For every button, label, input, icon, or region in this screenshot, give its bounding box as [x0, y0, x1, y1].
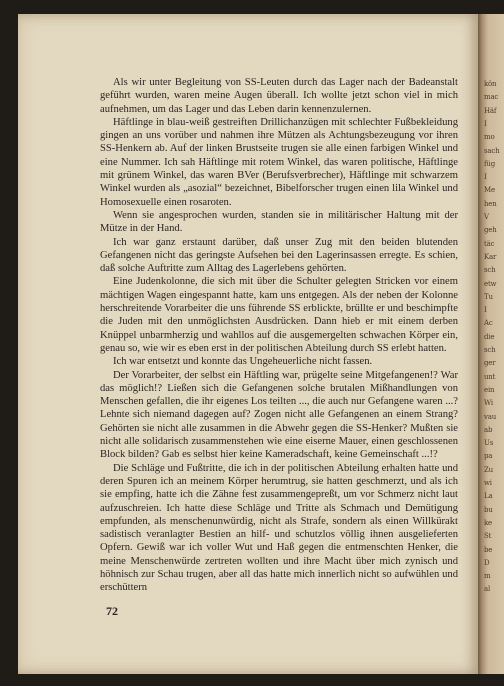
facing-page-fragment: ab — [484, 425, 493, 434]
facing-page-edge — [478, 14, 504, 674]
facing-page-fragment: sach — [484, 146, 500, 155]
facing-page-fragment: füg — [484, 159, 495, 168]
facing-page-fragment: I — [484, 173, 487, 182]
facing-page-fragment: Häf — [484, 106, 497, 115]
facing-page-fragment: I — [484, 306, 487, 315]
facing-page-fragment: La — [484, 492, 493, 501]
paragraph: Wenn sie angesprochen wurden, standen sie in militärischer Haltung mit der Mütze in der Hand. — [100, 209, 458, 235]
facing-page-fragment: St — [484, 532, 492, 541]
facing-page-fragment: I — [484, 119, 487, 128]
paragraph: Häftlinge in blau-weiß gestreiften Drillichanzügen mit schlechter Fußbekleidung gingen an uns vorüber und nahmen ihre Mützen als Achtungsbezeugung vor ihren SS-Henkern ab. Auf der linken Brustseite trugen sie alle einen farbigen Winkel und eine Nummer. Ich sah Häftlinge mit rotem Winkel, das waren politische, Häftlinge mit grünem Winkel, das waren BVer (Berufsverbrecher), Häftlinge mit schwarzem Winkel wurden als „asozial“ bezeichnet, Bibelforscher trugen einen lila Winkel und Homosexuelle einen rosaroten. — [100, 116, 458, 208]
facing-page-fragment: al — [484, 585, 491, 594]
facing-page-fragment: ger — [484, 359, 496, 368]
facing-page-fragment: die — [484, 332, 495, 341]
facing-page-fragment: Me — [484, 186, 495, 195]
paragraph: Eine Judenkolonne, die sich mit über die Schulter gelegten Stricken vor einem mächtigen Wagen eingespannt hatte, kam uns entgegen. Als der neben der Kolonne herschreitende Vorarbeiter die uns führende SS erblickte, brüllte er und beschimpfte die Juden mit den unmöglichsten Ausdrücken. Dann hieb er mit einem derben Knüppel unbarmherzig und wahllos auf die ausgemergelten schwachen Körper ein, genau so, wie wir es eben erst in der politischen Abteilung durch SS erlebt hatten. — [100, 276, 458, 354]
facing-page-fragment: mac — [484, 93, 499, 102]
facing-page-fragment: unt — [484, 372, 496, 381]
facing-page-fragment: bu — [484, 505, 493, 514]
facing-page-fragment: Tu — [484, 292, 493, 301]
facing-page-fragment: D — [484, 558, 490, 567]
paragraph: Der Vorarbeiter, der selbst ein Häftling war, prügelte seine Mitgefangenen!? War das möglich!? Ließen sich die Gefangenen solche brutalen Mißhandlungen von Menschen gefallen, die ihr eigenes Los teilten ..., die auch nur Gefangene waren ...? Lehnte sich niemand dagegen auf? Zogen nicht alle Gefangenen an einem Strang? Gehörten sie nicht alle zusammen in die Abwehr gegen die SS-Henker? Mußten sie nicht alle solidarisch zusammenstehen wie eine eiserne Mauer, einen geschlossenen Block bilden? Gab es selbst hier keine Kameradschaft, keine Gemeinschaft ...!? — [100, 369, 458, 461]
facing-page-fragment: Us — [484, 439, 494, 448]
facing-page-fragment: kön — [484, 80, 497, 88]
page-number: 72 — [106, 604, 118, 618]
facing-page-fragment: mo — [484, 133, 495, 142]
facing-page-fragment: hen — [484, 199, 497, 208]
facing-page-fragment: ein — [484, 385, 495, 394]
facing-page-fragment: Zu — [484, 465, 493, 474]
paragraph: Ich war ganz erstaunt darüber, daß unser Zug mit den beiden blutenden Gefangenen nicht das geringste Aufsehen bei den Lagerinsassen erregte. Es schien, daß solche Auftritte zum Alltag des Lagerlebens gehörten. — [100, 236, 458, 275]
body-text — [100, 76, 458, 595]
facing-page-fragment: sch — [484, 266, 496, 275]
facing-page-fragment: etw — [484, 279, 497, 288]
paragraph: Als wir unter Begleitung von SS-Leuten durch das Lager nach der Badeanstalt geführt wurden, waren meine Augen überall. Ich wollte jetzt schon viel in mich aufnehmen, um das Lager und das Leben darin kennenzulernen. — [100, 77, 458, 115]
paragraph: Die Schläge und Fußtritte, die ich in der politischen Abteilung erhalten hatte und deren Spuren ich an meinem Körper herumtrug, sie hatten geschmerzt, und als ich sie empfing, hatte ich die Zähne fest zusammengepreßt, um vor Schmerz nicht laut aufzuschreien. Ich hatte diese Schläge und Tritte als Schmach und Demütigung empfunden, als menschenunwürdig, nicht als Strafe, sondern als einen Willkürakt sadistisch veranlagter Bestien an hilf- und schutzlos völlig ihnen ausgelieferten Opfern. Gewiß war ich voller Wut und Haß gegen die entmenschten Henker, die meine Menschenwürde zertreten wollten und ihre Macht über mich zynisch und höhnisch zur Schau trugen, aber all das hatte mich innerlich nicht so aufwühlen und erschüttern — [100, 462, 458, 594]
facing-page-fragment: Kar — [484, 252, 497, 261]
facing-page-fragment: pa — [484, 452, 493, 461]
facing-page-fragment: täc — [484, 239, 495, 248]
paragraph: Ich war entsetzt und konnte das Ungeheuerliche nicht fassen. — [113, 356, 373, 368]
facing-page-fragment: Wi — [484, 399, 493, 408]
facing-page-fragment: geh — [484, 226, 497, 235]
facing-page-fragment: m — [484, 572, 491, 581]
facing-page-fragment: be — [484, 545, 493, 554]
facing-page-fragment: vau — [484, 412, 497, 421]
facing-page-fragment: wi — [484, 479, 492, 487]
facing-page-fragment: sch — [484, 346, 496, 354]
facing-page-fragment: ke — [484, 518, 492, 527]
facing-page-fragment: V — [484, 213, 489, 221]
facing-page-fragment: Ac — [484, 319, 493, 328]
book-page — [18, 14, 478, 674]
